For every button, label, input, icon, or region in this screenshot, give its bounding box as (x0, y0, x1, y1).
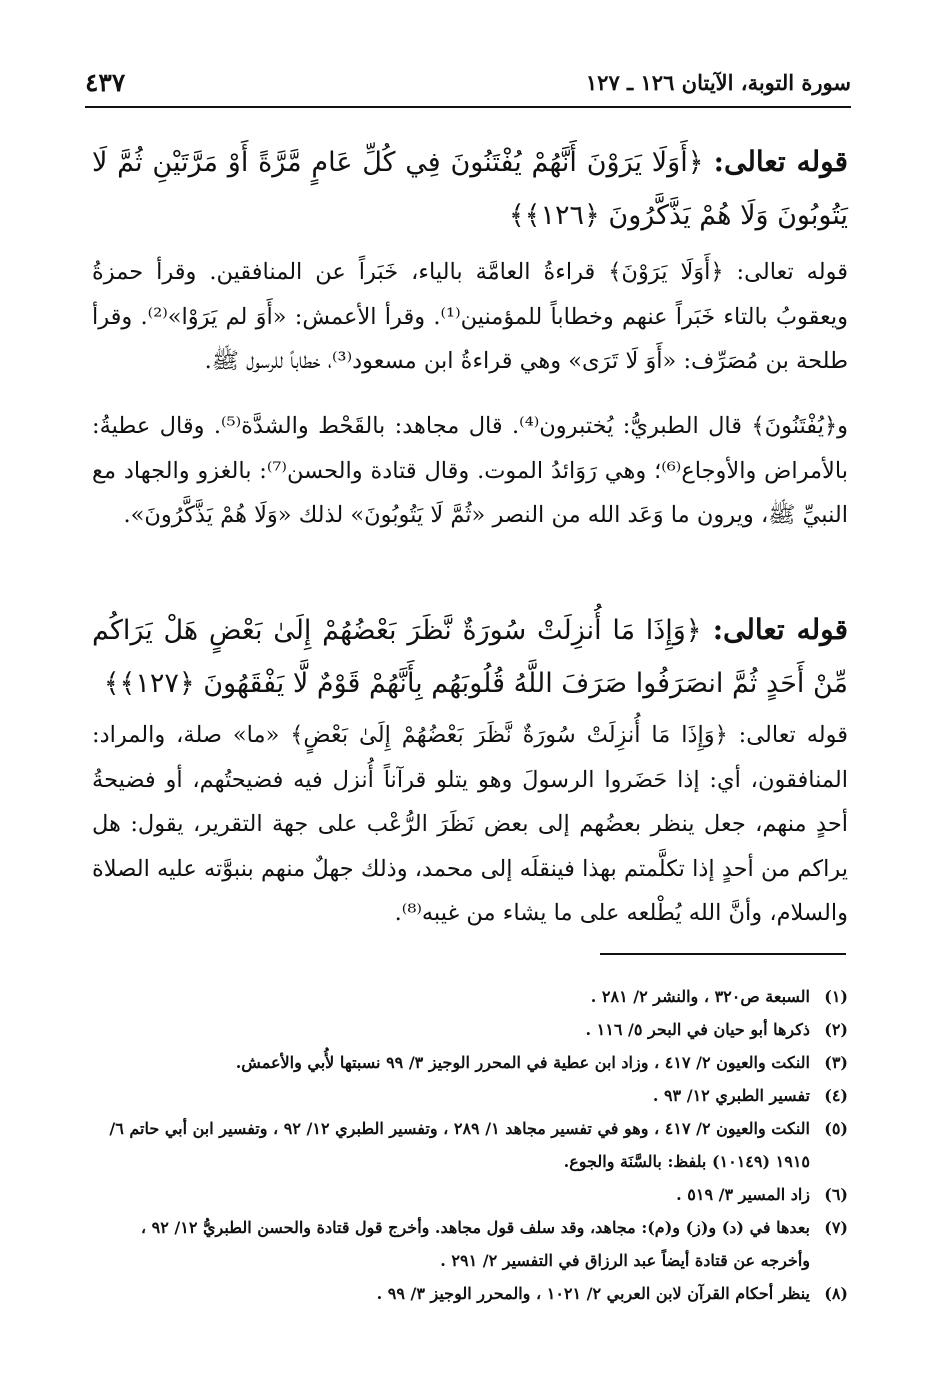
footnote-text: النكت والعيون ٢/ ٤١٧ ، وهو في تفسير مجاهد ١/ ٢٨٩ ، وتفسير الطبري ١٢/ ٩٢ ، وتفسير ابن أبي حاتم ٦/ ١٩١٥ (١٠١٤٩) بلفظ: بالسَّنَة والجوع. (109, 1119, 810, 1171)
footnote-number: (٧) (824, 1218, 848, 1237)
footnote (92, 1277, 848, 1310)
footnote (92, 1112, 848, 1178)
footnote-text: زاد المسير ٣/ ٥١٩ . (676, 1185, 810, 1204)
footnote-number: (٨) (824, 1284, 848, 1303)
footnote (92, 1046, 848, 1079)
footnote (92, 1013, 848, 1046)
verse-127 (92, 604, 848, 710)
footnote-text: ذكرها أبو حيان في البحر ٥/ ١١٦ . (585, 1020, 810, 1039)
running-header (85, 66, 851, 108)
footnote-number: (٤) (824, 1086, 848, 1105)
footnote-divider (600, 953, 846, 955)
quran-verse-text: ﴿وَإِذَا مَا أُنزِلَتْ سُورَةٌ نَّظَرَ بَعْضُهُمْ إِلَىٰ بَعْضٍ هَلْ يَرَاكُم مِّنْ أَحَدٍ ثُمَّ انصَرَفُوا صَرَفَ اللَّهُ قُلُوبَهُم بِأَنَّهُمْ قَوْمٌ لَّا يَفْقَهُونَ ﴿١٢٧﴾﴾ (92, 615, 848, 699)
footnote (92, 1178, 848, 1211)
footnote-text: تفسير الطبري ١٢/ ٩٣ . (652, 1086, 810, 1105)
footnote (92, 1079, 848, 1112)
page-number: ٤٣٧ (85, 68, 126, 97)
footnote-number: (٣) (824, 1053, 848, 1072)
commentary-paragraph: قوله تعالى: ﴿وَإِذَا مَا أُنزِلَتْ سُورَةٌ نَّظَرَ بَعْضُهُمْ إِلَىٰ بَعْضٍ﴾ «ما» صلة، والمراد: المنافقون، أي: إذا حَضَروا الرسولَ وهو يتلو قرآناً أُنزل فيه فضيحتُهم، أو فضيحةُ أحدٍ منهم، جعل ينظر بعضُهم إلى بعض نَظَرَ الرُّعْب على جهة التقرير، يقول: هل يراكم من أحدٍ إذا تكلَّمتم بهذا فينقلَه إلى محمد، وذلك جهلٌ منهم بنبوَّته عليه الصلاة والسلام، وأنَّ الله يُطْلعه على ما يشاء من غيبه⁽⁸⁾. (92, 722, 848, 926)
quran-verse-text: ﴿أَوَلَا يَرَوْنَ أَنَّهُمْ يُفْتَنُونَ فِي كُلِّ عَامٍ مَّرَّةً أَوْ مَرَّتَيْنِ ثُمَّ لَا يَتُوبُونَ وَلَا هُمْ يَذَّكَّرُونَ ﴿١٢٦﴾﴾ (92, 147, 848, 231)
footnote-number: (٥) (824, 1119, 848, 1138)
surah-title: سورة التوبة، الآيتان ١٢٦ ـ ١٢٧ (585, 70, 851, 95)
footnote-number: (٢) (824, 1020, 848, 1039)
verse-lead: قوله تعالى: (712, 613, 848, 646)
commentary-paragraph: و﴿يُفْتَنُونَ﴾ قال الطبريُّ: يُختبرون⁽⁴⁾. قال مجاهد: بالقَحْط والشدَّة⁽⁵⁾. وقال عطيةُ: بالأمراض والأوجاع⁽⁶⁾؛ وهي رَوَائدُ الموت. وقال قتادة والحسن⁽⁷⁾: بالغزو والجهاد مع النبيِّ ﷺ، ويرون ما وَعَد الله من النصر «ثُمَّ لَا يَتُوبُونَ» لذلك «وَلَا هُمْ يَذَّكَّرُونَ». (92, 413, 849, 528)
footnote-text: ينظر أحكام القرآن لابن العربي ٢/ ١٠٢١ ، والمحرر الوجيز ٣/ ٩٩ . (376, 1284, 810, 1303)
footnote-number: (١) (824, 987, 848, 1006)
commentary-paragraph: قوله تعالى: ﴿أَوَلَا يَرَوْنَ﴾ قراءةُ العامَّة بالياء، خَبَراً عن المنافقين. وقرأ حمزةُ ويعقوبُ بالتاء خَبَراً عنهم وخطاباً للمؤمنين⁽¹⁾. وقرأ الأعمش: «أَوَ لم يَرَوْا»⁽²⁾. وقرأ طلحة بن مُصَرِّف: «أَوَ لَا تَرَى» وهي قراءةُ ابن مسعود⁽³⁾، خطاباً للرسول ﷺ. (92, 259, 849, 374)
footnote-text: السبعة ص٣٢٠ ، والنشر ٢/ ٢٨١ . (590, 987, 810, 1006)
footnote (92, 1211, 848, 1277)
verse-126 (92, 136, 848, 242)
footnote-text: النكت والعيون ٢/ ٤١٧ ، وزاد ابن عطية في المحرر الوجيز ٣/ ٩٩ نسبتها لأُبي والأعمش. (235, 1053, 810, 1072)
footnote-number: (٦) (824, 1185, 848, 1204)
footnotes (92, 980, 848, 1310)
verse-lead: قوله تعالى: (713, 145, 849, 178)
footnote-text: بعدها في (د) و(ز) و(م): مجاهد، وقد سلف قول مجاهد. وأخرج قول قتادة والحسن الطبريُّ ١٢/ ٩٢ ، وأخرجه عن قتادة أيضاً عبد الرزاق في التفسير ٢/ ٢٩١ . (140, 1218, 810, 1270)
footnote (92, 980, 848, 1013)
